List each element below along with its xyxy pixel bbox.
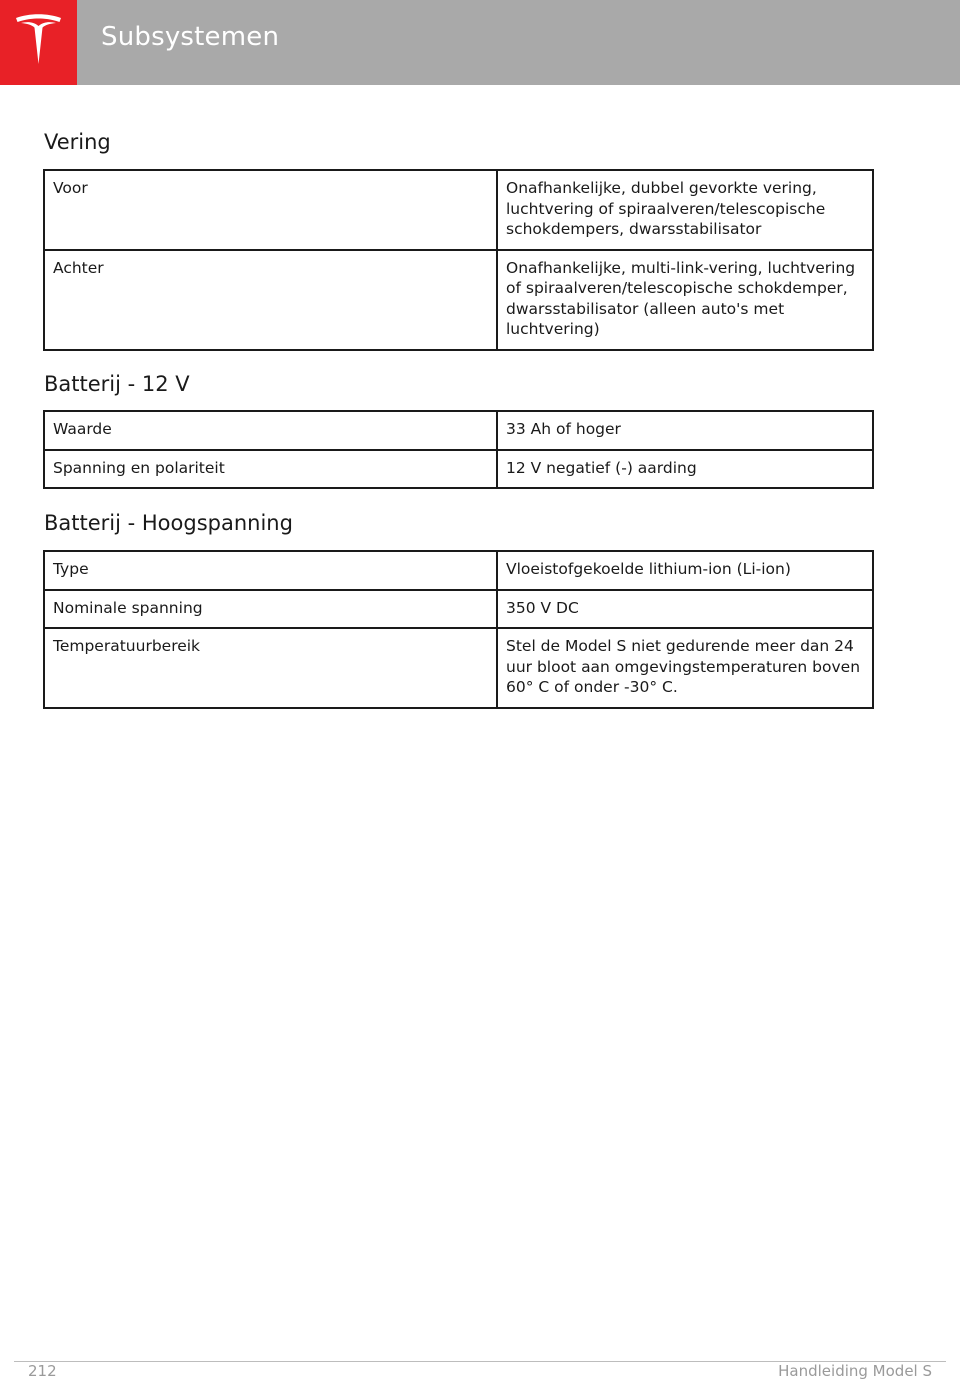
table-row <box>44 450 873 489</box>
section-title-vering: Vering <box>44 130 111 154</box>
table-row <box>44 551 873 590</box>
table-row <box>44 411 873 450</box>
page-header <box>0 0 960 85</box>
tesla-logo-icon <box>13 14 64 66</box>
spec-value: Onafhankelijke, multi-link-vering, luchtvering of spiraalveren/telescopische schokdemper, dwarsstabilisator (alleen auto's met luchtvering) <box>497 250 873 350</box>
spec-table-battery-hv <box>43 550 874 709</box>
spec-label: Achter <box>44 250 497 350</box>
spec-table-vering <box>43 169 874 351</box>
brand-logo <box>0 0 77 85</box>
spec-value: Stel de Model S niet gedurende meer dan 24 uur bloot aan omgevingstemperaturen boven 60° C of onder -30° C. <box>497 628 873 708</box>
spec-value: 350 V DC <box>497 590 873 629</box>
table-row <box>44 170 873 250</box>
manual-title: Handleiding Model S <box>778 1362 932 1380</box>
spec-value: 33 Ah of hoger <box>497 411 873 450</box>
spec-label: Temperatuurbereik <box>44 628 497 708</box>
table-row <box>44 250 873 350</box>
page-number: 212 <box>28 1362 57 1380</box>
section-title-battery-hv: Batterij - Hoogspanning <box>44 511 293 535</box>
spec-label: Waarde <box>44 411 497 450</box>
spec-label: Nominale spanning <box>44 590 497 629</box>
spec-value: Onafhankelijke, dubbel gevorkte vering, luchtvering of spiraalveren/telescopische schokdempers, dwarsstabilisator <box>497 170 873 250</box>
table-row <box>44 628 873 708</box>
spec-label: Spanning en polariteit <box>44 450 497 489</box>
section-title-battery-12v: Batterij - 12 V <box>44 372 190 396</box>
table-row <box>44 590 873 629</box>
spec-label: Voor <box>44 170 497 250</box>
spec-table-battery-12v <box>43 410 874 489</box>
page-title: Subsystemen <box>101 22 280 52</box>
spec-value: Vloeistofgekoelde lithium-ion (Li-ion) <box>497 551 873 590</box>
spec-label: Type <box>44 551 497 590</box>
spec-value: 12 V negatief (-) aarding <box>497 450 873 489</box>
